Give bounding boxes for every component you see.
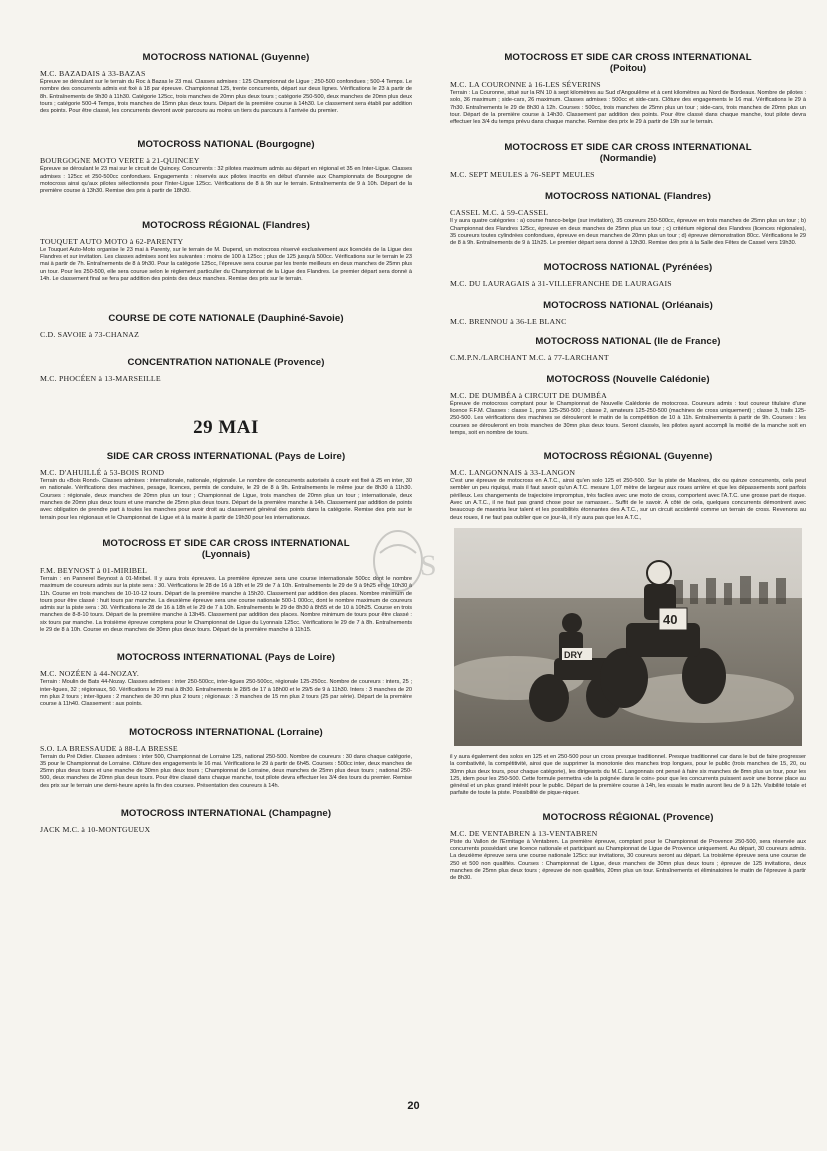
club-name: M.C. SEPT MEULES à 76-SEPT MEULES: [450, 170, 595, 180]
section-nouvelle-caledonie: [450, 374, 806, 437]
section-title: MOTOCROSS NATIONAL (Ile de France): [535, 335, 721, 347]
section-title: COURSE DE COTE NATIONALE (Dauphiné-Savoie): [108, 313, 344, 325]
club-name: M.C. BRENNOU à 36-LE BLANC: [450, 316, 567, 326]
day-heading: 29 MAI: [193, 417, 259, 439]
section-provence-regional: [450, 812, 806, 883]
section-body: Terrain du «Bois Rond». Classes admises : internationale, nationale, régionale. Le nombre de concurrents autorisés à courir est fixé à 25 en inter, 30 en nationale. Vérifications des machines, pesage, licences, permis de conduire, le 29 de 8 à 9h. Entraînements le même jour de 8h30 à 11h30. Courses : régionale, deux manches de 20mn plus un tour ; Championnat de Ligue, trois manches de 20mn plus un tour ; internationale, deux manches de 20mn plus deux tours et une manche de 25mn plus deux tours. Départ de la première manche à 14h. Classement par addition de points avec obligation de prendre part à toutes les manches pour avoir droit au classement général des points dans la catégorie. Remise des prix sur le terrain pour les régionaux et le Championnat de Ligue et à la mairie à partir de 19h30 pour les internationaux.: [40, 478, 412, 521]
section-poitou: [450, 52, 806, 126]
section-orleanais: [450, 300, 806, 326]
section-title: CONCENTRATION NATIONALE (Provence): [127, 357, 325, 369]
section-body: Terrain : Moulin de Bats 44-Nozay. Classes admises : inter 250-500cc, inter-ligues 250-500cc, régionale 125-250cc. Nombre de coureurs : inters, 25 ; inter-ligues, 32 ; régionaux, 50. Vérifications le 29 mai à 8h30. Entraînements le 28/5 de 17 à 18h00 et le 29/5 de 9 à 11h30. Inters : 3 manches de 20 mn plus 2 tours ; inter-ligues : 2 manches de 30 mn plus 2 tours ; régionaux : 3 manches de 15 mn plus 2 tours (25 par série). Départ de la première course à 11h40. Classement : aux points.: [40, 679, 412, 708]
section-flandres-regional: [40, 220, 412, 283]
club-name: M.C. D'AHUILLÉ à 53-BOIS ROND: [40, 468, 165, 478]
section-title: MOTOCROSS RÉGIONAL (Provence): [542, 811, 714, 823]
section-body: Terrain du Pré Didier. Classes admises : inter 500, Championnat de Lorraine 125, national 250-500. Nombre de coureurs : 30 dans chaque catégorie, 35 pour le Championnat de Lorraine. Clôture des engagements le 16 mai. Vérifications le 29 à partir de 6h45. Courses : 500cc inter, deux manches de 25mn plus deux tours et une manche de 30mn plus deux tours ; Championnat de Lorraine, deux manches de 25mn plus deux tours ; national 250-500, deux manches de 20mn plus deux tours. Pour être classé dans chaque manche, tout pilote devra effectuer les 3/4 des tours du premier. Remise des prix sur le terrain une demi-heure après la fin des courses. Présentation des coureurs à 14h.: [40, 753, 412, 789]
section-guyenne-national: [40, 52, 412, 115]
club-name: S.O. LA BRESSAUDE à 88-LA BRESSE: [40, 743, 178, 753]
svg-text:S: S: [420, 549, 437, 582]
section-title: MOTOCROSS RÉGIONAL (Guyenne): [543, 451, 713, 463]
section-title: MOTOCROSS (Nouvelle Calédonie): [546, 373, 710, 385]
section-body: Épreuve se déroulant sur le terrain du Roc à Bazas le 23 mai. Classes admises : 125 Championnat de Ligue ; 250-500 confondues ; 500-4 Temps. Le nombre des concurrents admis est fixé à 18 par épreuve. Championnat 125, trente concurrents, départ sur deux lignes. Vérifications le 23 à partir de 8h. Entraînements de 9h30 à 11h30. Catégorie 125cc, trois manches de 20mn plus deux tours ; catégorie 250-500, deux manches de 20mn plus deux tours ; catégorie 500-4 Temps, trois manches de 15mn plus deux tours. Départ de la première course à 14h30. Le classement sera établi par addition des points. Pour être classé, les concurrents devront avoir parcouru au moins un tiers du parcours à l'arrivée du premier.: [40, 79, 412, 115]
club-name: M.C. LANGONNAIS à 33-LANGON: [450, 468, 576, 478]
watermark-portrait-icon: [358, 525, 454, 607]
section-body: Le Touquet Auto-Moto organise le 23 mai à Parenty, sur le terrain de M. Dupend, un motocross réservé exclusivement aux licenciés de la Ligue des Flandres et sur invitation. Les classes admises sont les suivantes : moins de 100 à 125cc ; plus de 125 jusqu'à 500cc. Vérifications sur le terrain le 23 mai à partir de 7h. Entraînements de 8 à 9h30. Pour la catégorie 125cc, l'épreuve sera courue par les trente meilleurs en deux manches de 25mn plus un tour. Pour les 250-500, elle sera courue selon le règlement particulier du Championnat de la Ligue des Flandres. Le premier départ sera donné à 14h. Le classement final se fera par addition des points des deux manches. Remise des prix sur le terrain.: [40, 246, 412, 282]
section-title: MOTOCROSS INTERNATIONAL (Pays de Loire): [116, 652, 336, 664]
atc-race-photo-graphic: [454, 528, 802, 746]
section-body: Épreuve se déroulant le 23 mai sur le circuit de Quincey. Concurrents : 32 pilotes maximum admis au départ en régional et 35 en Inter-Ligue. Classes admises : 125cc et 250-500cc confondues. Engagements : réservés aux pilotes inscrits en début d'année aux Championnats de Bourgogne de motocross ainsi qu'aux pilotes sélectionnés pour l'Inter-Ligue 125cc. Vérifications de 8 à 9h sur le terrain. Entraînements de 9 à 10h. Départ de la première course à 13h30. Remise des prix à partir de 18h30.: [40, 166, 412, 195]
section-lorraine: [40, 727, 412, 790]
section-title: MOTOCROSS NATIONAL (Flandres): [544, 191, 711, 203]
section-pyrenees: [450, 262, 806, 288]
section-course-de-cote: [40, 313, 412, 339]
section-concentration: [40, 357, 412, 383]
club-name: C.D. SAVOIE à 73-CHANAZ: [40, 330, 140, 340]
section-title: MOTOCROSS ET SIDE CAR CROSS INTERNATIONAL: [504, 52, 752, 63]
section-lyonnais: [40, 538, 412, 634]
section-normandie: [450, 142, 806, 179]
club-name: F.M. BEYNOST à 01-MIRIBEL: [40, 565, 148, 575]
section-champagne: [40, 808, 412, 834]
club-name: M.C. PHOCÉEN à 13-MARSEILLE: [40, 374, 161, 384]
club-name: CASSEL M.C. à 59-CASSEL: [450, 208, 549, 218]
club-name: M.C. DE DUMBÉA à CIRCUIT DE DUMBÉA: [450, 390, 607, 400]
section-title: MOTOCROSS NATIONAL (Guyenne): [142, 52, 310, 63]
section-body: Il y aura quatre catégories : a) course franco-belge (sur invitation), 35 coureurs 250-500cc, épreuve en trois manches de 25mn plus un tour ; b) Championnat des Flandres 125cc, épreuve en deux manches de 25mn plus un tour ; c) critérium régional des Flandres (licences régionales), 35 coureurs toutes cylindrées confondues, épreuve en deux manches de 20mn plus un tour ; d) épreuve démonstration 80cc. Vérifications le 29 de 8 à 9h. Entraînements de 9 à 11h25. Le premier départ sera donné à 13h30. Remise des prix à la Salle des Fêtes de Cassel vers 19h30.: [450, 218, 806, 247]
section-body: C'est une épreuve de motocross en A.T.C., ainsi qu'en solo 125 et 250-500. Sur la piste de Mazères, dix ou quinze concurrents, cela peut sembler un peu riquiqui, mais il faut savoir qu'un A.T.C. mesure 1,07 mètre de largeur aux roues arrière et que les dépassements sont parfois périlleux. Les changements de trajectoire impromptus, très faciles avec une moto de cross, comportent avec l'A.T.C. une grosse part de risque. Avec un A.T.C., il ne faut pas grand chose pour se ramasser... Suffit de le savoir. À côté de cela, quelques concurrents démontrent avec beaucoup de maestria leur talent et les possibilités étonnantes des A.T.C., sur un circuit accidenté comme un terrain de cross. Revenons au deux roues, il ne faut pas oublier que ce jour-là, il n'y aura pas que les A.T.C.,: [450, 478, 806, 521]
club-name: M.C. LA COURONNE à 16-LES SÉVERINS: [450, 80, 601, 89]
section-title: SIDE CAR CROSS INTERNATIONAL (Pays de Loire): [106, 451, 346, 463]
section-title: MOTOCROSS NATIONAL (Bourgogne): [137, 139, 315, 151]
section-title: MOTOCROSS NATIONAL (Orléanais): [543, 299, 713, 311]
section-title: MOTOCROSS RÉGIONAL (Flandres): [142, 219, 310, 231]
section-title: MOTOCROSS ET SIDE CAR CROSS INTERNATIONAL: [102, 537, 350, 549]
club-name: TOUQUET AUTO MOTO à 62-PARENTY: [40, 236, 184, 246]
section-subtitle: (Poitou): [609, 63, 647, 74]
atc-race-photo: [454, 528, 802, 746]
section-body: Terrain : La Couronne, situé sur la RN 10 à sept kilomètres au Sud d'Angoulême et à cent kilomètres au Nord de Bordeaux. Nombre de pilotes : solo, 36 maximum ; side-cars, 26 maximum. Classes admises : 500cc et side-cars. Clôture des engagements le 16 mai. Vérifications le 29 à 7h30. Entraînements le 29 de 8h30 à 12h. Courses : 500cc, trois manches de 25mn plus un tour ; side-cars, trois manches de 20mn plus un tour. Départ de la première course à 14h30. Classement par addition des points. Pour être classé dans chaque manche, tout pilote devra effectuer les 3/4 du temps prévu dans chaque manche. Remise des prix le 29 à partir de 19h sur le terrain.: [450, 90, 806, 126]
club-name: M.C. DU LAURAGAIS à 31-VILLEFRANCHE DE LAURAGAIS: [450, 278, 672, 288]
plate-left: DRY: [564, 649, 583, 660]
club-name: JACK M.C. à 10-MONTGUEUX: [40, 824, 151, 834]
plate-right: 40: [663, 611, 678, 627]
section-subtitle: (Lyonnais): [201, 548, 251, 560]
section-body: Piste du Vallon de l'Ermitage à Ventabren. La première épreuve, comptant pour le Championnat de Provence 250-500, sera réservée aux concurrents possédant une licence nationale et participant au Championnat de Ligue de Provence uniquement. Au départ, 30 coureurs admis. La deuxième épreuve sera une course nationale 125cc sur invitations, 30 coureurs seront au départ. La troisième épreuve sera une course de 250 et 500 non qualifiés. Courses : Championnat de Ligue, deux manches de 30mn plus deux tours ; épreuve de 125 invitations, deux manches de 25mn plus deux tours ; épreuve de non qualifiés, 20mn plus un tour. Entraînements et éliminatoires le matin de l'épreuve à partir de 8h30.: [450, 838, 806, 882]
section-title: MOTOCROSS INTERNATIONAL (Lorraine): [129, 726, 323, 738]
langon-continued-body: il y aura également des solos en 125 et en 250-500 pour un cross presque traditionnel. Presque traditionnel car dans le but de faire progresser la combativité, la compétitivité, ainsi que de supprimer la monotonie des manches trop longues, pour le public (trois manches de 15, 20, ou 30mn plus deux tours, pour chaque catégorie), les dirigeants du M.C. Langonnais ont pensé à faire six manches de 8mn plus un tour, pour les 125, idem pour les 250-500. Cette formule permettra «de la poignée dans le coin» pour que les concurrents puissent avoir une bonne place au général et un plus grand intérêt pour le public. Départ de la première course à 14h, les essais le matin auront lieu de 9 à 12h. Visibilité totale et parfaite de toute la piste. Possibilité de pique-niquer.: [450, 753, 806, 797]
section-bourgogne-national: [40, 139, 412, 195]
club-name: BOURGOGNE MOTO VERTE à 21-QUINCEY: [40, 156, 200, 166]
club-name: M.C. DE VENTABREN à 13-VENTABREN: [450, 828, 598, 838]
section-side-car-pays-de-loire: [40, 451, 412, 522]
section-flandres-national: [450, 191, 806, 247]
club-name: C.M.P.N./LARCHANT M.C. à 77-LARCHANT: [450, 352, 609, 362]
section-title: MOTOCROSS INTERNATIONAL (Champagne): [120, 807, 332, 819]
section-subtitle: (Normandie): [599, 153, 657, 165]
club-name: M.C. BAZADAIS à 33-BAZAS: [40, 69, 146, 78]
page-number: 20: [407, 1100, 420, 1112]
section-guyenne-regional: [450, 451, 806, 522]
section-title: MOTOCROSS ET SIDE CAR CROSS INTERNATIONAL: [504, 142, 752, 154]
section-body: Épreuve de motocross comptant pour le Championnat de Nouvelle Calédonie de motocross. Coureurs admis : tout coureur titulaire d'une licence F.F.M. Classes : classe 1, pros 125-250-500 ; classe 2, amateurs 125-250-500 (machines de cross uniquement) ; classe 3, trails 125-250-500. Les vérifications des machines se dérouleront le matin de la compétition de 10 à 11h. Entraînements à partir de 9h. Courses : les courses se dérouleront en trois manches de 30mn plus deux tours. Seront classés, les pilotes ayant accompli la moitié de la manche soit en temps, soit en nombre de tours.: [450, 400, 806, 436]
section-title: MOTOCROSS NATIONAL (Pyrénées): [543, 261, 713, 273]
section-ile-de-france: [450, 336, 806, 362]
club-name: M.C. NOZÉEN à 44-NOZAY.: [40, 669, 140, 679]
right-column: [450, 52, 806, 883]
section-nozay: [40, 652, 412, 708]
left-column: [40, 52, 412, 835]
section-body: Terrain : en Pannerel Beynost à 01-Miribel. Il y aura trois épreuves. La première épreuve sera une course internationale 500cc dont le nombre maximum de coureurs admis sur la piste sera : 30. Vérifications le 28 de 16 à 18h et le 29 de 7 à 10h. Entraînements le 29 de 9 à 9h25 et de 10h30 à 11h. Course en trois manches de 10-10-12 tours. Départ de la première manche à 15h20. Classement par addition des places. Nombre minimum de tours pour être classé : huit tours par manche. La deuxième épreuve sera une course nationale 500-1 000cc, dont le nombre maximum de coureurs admis sur la piste sera : 30. Vérifications le 28 de 16 à 18h et le 29 de 7 à 10h. Entraînements le 29 de 8h30 à 8h55 et de 10 à 10h25. Course en trois manches de 8-8-10 tours. Départ de la première manche à 13h45. Classement par addition des places. Nombre minimum de tours pour être classé : six tours par manche. La troisième épreuve comptera pour le Championnat de Ligue du Lyonnais 125cc. Vérifications le 29 de 7 à 8h. Entraînements le 29 de 8 à 10h. Course en deux manches de 30mn plus deux tours. Départ de la première manche à 11h15.: [40, 575, 412, 634]
